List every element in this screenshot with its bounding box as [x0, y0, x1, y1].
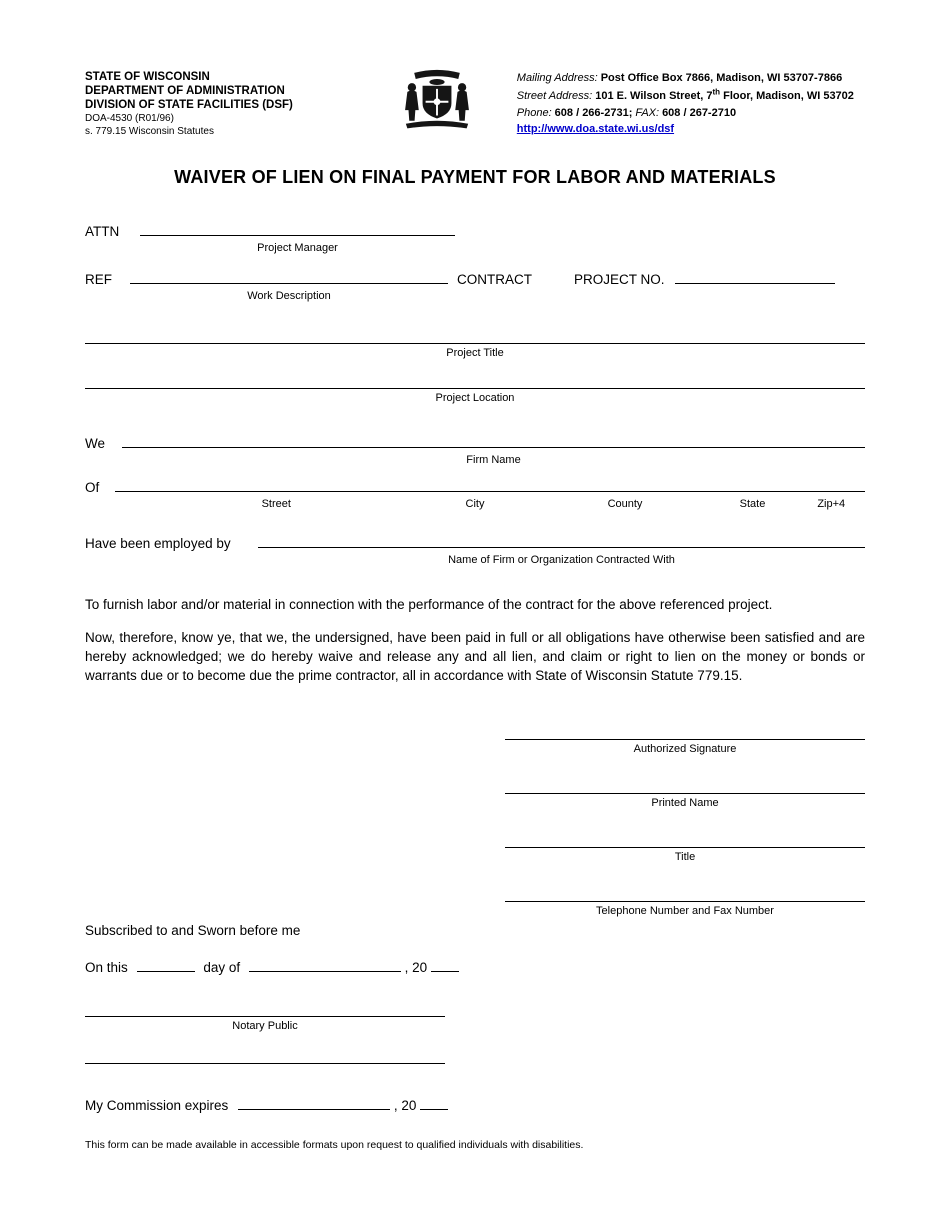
commission-label: My Commission expires: [85, 1097, 229, 1113]
employed-by-field[interactable]: [258, 534, 865, 548]
project-no-label: PROJECT NO.: [574, 272, 665, 287]
telephone-fax-group: [505, 890, 865, 917]
we-label: We: [85, 436, 106, 451]
agency-line-state: STATE OF WISCONSIN: [85, 71, 210, 83]
fax-value: 608 / 267-2710: [662, 106, 737, 119]
fax-label: FAX:: [635, 106, 660, 119]
mailing-address-label: Mailing Address:: [516, 72, 598, 84]
street-caption: Street: [261, 498, 291, 510]
dsf-website-link[interactable]: http://www.doa.state.wi.us/dsf: [516, 123, 675, 136]
address-captions-row: [115, 498, 865, 512]
project-no-field[interactable]: [675, 270, 835, 284]
of-row: [85, 478, 865, 495]
year-field[interactable]: [431, 958, 459, 972]
street-address-label: Street Address:: [516, 90, 593, 103]
year-prefix: , 20: [404, 959, 428, 975]
state-caption: State: [739, 498, 766, 510]
signature-block: [505, 728, 865, 917]
contact-block: [517, 70, 865, 138]
form-header: [85, 70, 865, 141]
employed-by-caption: Name of Firm or Organization Contracted With: [448, 554, 675, 566]
authorized-signature-caption: Authorized Signature: [633, 742, 737, 755]
printed-name-caption: Printed Name: [651, 796, 719, 809]
city-caption: City: [465, 498, 485, 510]
attn-caption: Project Manager: [257, 242, 338, 254]
commission-month-field[interactable]: [238, 1096, 390, 1110]
form-number: DOA-4530 (R01/96): [85, 113, 174, 125]
phone-fax-separator: ;: [628, 106, 636, 119]
day-of-label: day of: [203, 959, 241, 975]
firm-address-field[interactable]: [115, 478, 865, 492]
agency-line-department: DEPARTMENT OF ADMINISTRATION: [85, 85, 285, 98]
title-field[interactable]: [505, 836, 865, 848]
of-label: Of: [85, 480, 100, 495]
firm-name-field[interactable]: [122, 434, 865, 448]
title-group: [505, 836, 865, 863]
printed-name-field[interactable]: [505, 782, 865, 794]
commission-row: [85, 1096, 865, 1113]
accessibility-note: This form can be made available in accessible formats upon request to qualified individuals with disabilities.: [85, 1138, 584, 1151]
sworn-statement: Subscribed to and Sworn before me: [85, 922, 301, 938]
phone-value: 608 / 266-2731: [554, 106, 629, 119]
project-location-field[interactable]: [85, 375, 865, 389]
notary-caption: Notary Public: [232, 1019, 298, 1032]
project-title-caption: Project Title: [446, 347, 504, 359]
project-location-caption: Project Location: [435, 392, 515, 404]
ref-row: [85, 270, 865, 287]
county-caption: County: [607, 498, 643, 510]
street-address-line: [517, 87, 865, 105]
firm-name-caption: Firm Name: [466, 454, 521, 466]
ordinal-superscript: th: [712, 87, 721, 97]
authorized-signature-group: [505, 728, 865, 755]
we-row: [85, 434, 865, 451]
agency-line-division: DIVISION OF STATE FACILITIES (DSF): [85, 99, 293, 112]
paragraph-furnish: To furnish labor and/or material in connection with the performance of the contract for the above referenced project.: [85, 597, 773, 612]
day-field[interactable]: [137, 958, 195, 972]
commission-year-prefix: , 20: [393, 1097, 417, 1113]
commission-year-field[interactable]: [420, 1096, 448, 1110]
telephone-fax-caption: Telephone Number and Fax Number: [596, 904, 774, 917]
employed-by-row: [85, 534, 865, 551]
ref-caption: Work Description: [247, 290, 331, 302]
page-title: WAIVER OF LIEN ON FINAL PAYMENT FOR LABOR AND MATERIALS: [174, 167, 776, 187]
authorized-signature-field[interactable]: [505, 728, 865, 740]
month-field[interactable]: [249, 958, 401, 972]
employed-by-label: Have been employed by: [85, 536, 231, 551]
wisconsin-state-seal: [399, 66, 479, 141]
on-this-label: On this: [85, 959, 128, 975]
printed-name-group: [505, 782, 865, 809]
agency-block: [85, 70, 377, 138]
paragraph-waiver: Now, therefore, know ye, that we, the undersigned, have been paid in full or all obligations have otherwise been satisfied and are hereby acknowledged; we do hereby waive and release any and all lien, and claim or right to lien on the money or bonds or warrants due or to become due the prime contractor, all in accordance with State of Wisconsin Statute 779.15.: [85, 629, 865, 683]
telephone-fax-field[interactable]: [505, 890, 865, 902]
zip-caption: Zip+4: [817, 498, 846, 510]
notary-secondary-field[interactable]: [85, 1052, 445, 1064]
phone-fax-line: [517, 105, 865, 122]
attn-label: ATTN: [85, 224, 120, 239]
work-description-field[interactable]: [130, 270, 448, 284]
mailing-address-value: Post Office Box 7866, Madison, WI 53707-7866: [600, 72, 843, 84]
project-title-field[interactable]: [85, 330, 865, 344]
attn-row: [85, 222, 865, 239]
statute-reference: s. 779.15 Wisconsin Statutes: [85, 126, 214, 138]
phone-label: Phone:: [516, 106, 552, 119]
street-address-value: 101 E. Wilson Street, 7th Floor, Madison, WI 53702: [595, 87, 854, 103]
contract-label: CONTRACT: [457, 272, 532, 287]
mailing-address-line: [517, 70, 865, 87]
notary-signature-field[interactable]: [85, 1005, 445, 1017]
date-row: [85, 958, 865, 975]
attn-field[interactable]: [140, 222, 455, 236]
title-caption: Title: [674, 850, 696, 863]
ref-label: REF: [85, 272, 112, 287]
